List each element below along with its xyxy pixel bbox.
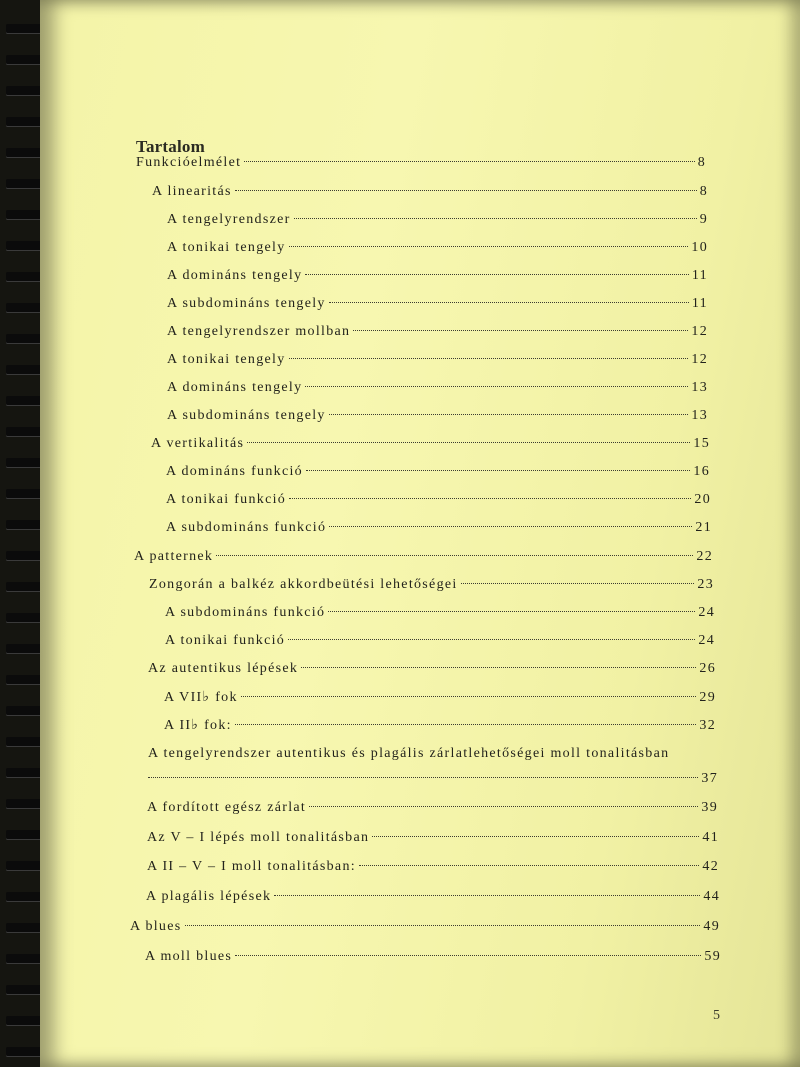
toc-entry: A moll blues 59 bbox=[145, 949, 721, 964]
toc-entry: A subdomináns tengely 13 bbox=[167, 408, 708, 423]
toc-entry: A subdomináns tengely 11 bbox=[167, 296, 708, 311]
toc-entry: A VII♭ fok 29 bbox=[164, 690, 716, 705]
toc-entry: A II♭ fok: 32 bbox=[164, 718, 716, 733]
toc-entry: 37 bbox=[148, 771, 718, 791]
toc-entry: A II – V – I moll tonalitásban: 42 bbox=[147, 859, 719, 874]
toc-entry: Zongorán a balkéz akkordbeütési lehetőségei 23 bbox=[149, 577, 714, 592]
toc-entry: A subdomináns funkció 24 bbox=[165, 605, 715, 620]
toc-entry: A linearitás 8 bbox=[152, 184, 708, 199]
toc-entry: A tonikai tengely 12 bbox=[167, 352, 708, 367]
toc-entry: A patternek 22 bbox=[134, 549, 713, 564]
toc-entry: A vertikalitás 15 bbox=[151, 436, 710, 451]
page-title: Tartalom bbox=[136, 137, 205, 156]
toc-entry: A tengelyrendszer 9 bbox=[167, 212, 708, 227]
toc-entry: Az autentikus lépések 26 bbox=[148, 661, 716, 676]
toc-entry: A tengelyrendszer mollban 12 bbox=[167, 324, 708, 339]
toc-entry: A subdomináns funkció 21 bbox=[166, 520, 712, 535]
toc-entry: A fordított egész zárlat 39 bbox=[147, 800, 718, 815]
page-number: 5 bbox=[713, 1008, 720, 1023]
toc-entry: A blues 49 bbox=[130, 919, 720, 934]
toc-entry: A domináns tengely 13 bbox=[167, 380, 708, 395]
toc-entry: Az V – I lépés moll tonalitásban 41 bbox=[147, 830, 719, 845]
toc-entry: Funkcióelmélet 8 bbox=[136, 155, 706, 170]
toc-entry: A tonikai funkció 24 bbox=[165, 633, 715, 648]
toc-entry: A plagális lépések 44 bbox=[146, 889, 720, 904]
toc-entry: A domináns funkció 16 bbox=[166, 464, 710, 479]
toc-entry: A tonikai tengely 10 bbox=[167, 240, 708, 255]
toc-entry: A domináns tengely 11 bbox=[167, 268, 708, 283]
toc-entry-long-label: A tengelyrendszer autentikus és plagális zárlatlehetőségei moll tonalitásban bbox=[148, 746, 670, 761]
toc-entry: A tonikai funkció 20 bbox=[166, 492, 711, 507]
